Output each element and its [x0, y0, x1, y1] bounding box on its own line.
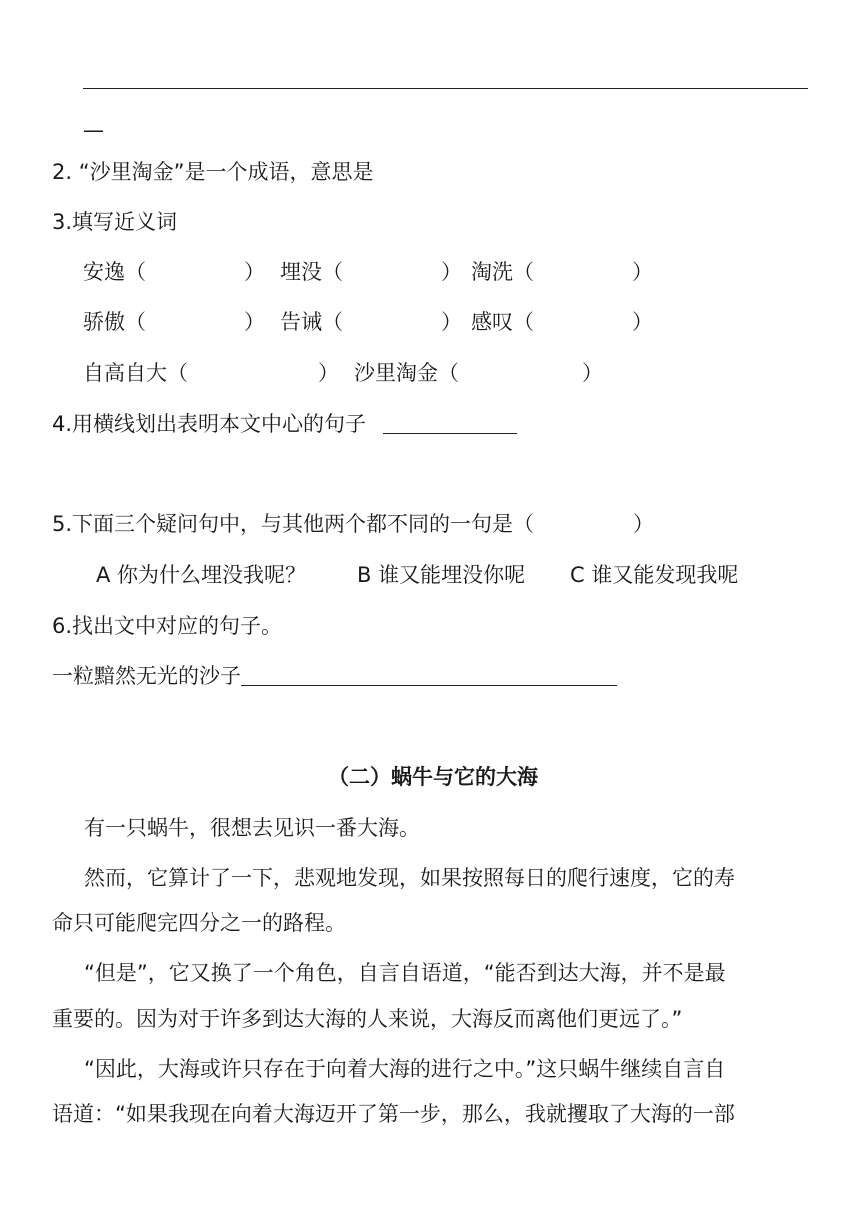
option-c: C 谁又能发现我呢: [570, 563, 739, 587]
paren-close: ）: [244, 260, 265, 284]
paren-close: ）: [633, 512, 654, 536]
answer-line-top: [83, 88, 808, 89]
paragraph-line: 语道：“如果我现在向着大海迈开了第一步，那么，我就攫取了大海的一部: [52, 1102, 735, 1126]
paragraph-line: 有一只蜗牛，很想去见识一番大海。: [84, 816, 420, 840]
paren-close: ）: [632, 310, 653, 334]
paragraph-line: 重要的。因为对于许多到达大海的人来说，大海反而离他们更远了。”: [52, 1007, 683, 1031]
paragraph-line: “但是”，它又换了一个角色，自言自语道，“能否到达大海，并不是最: [84, 961, 726, 985]
synonym-gantan: 感叹（: [471, 310, 534, 334]
option-b: B 谁又能埋没你呢: [357, 563, 526, 587]
synonym-taoxi: 淘洗（: [471, 260, 534, 284]
paren-close: ）: [441, 310, 462, 334]
answer-line-dash: —: [83, 118, 104, 142]
section-2-title: （二）蜗牛与它的大海: [328, 765, 538, 789]
question-6-title: 6.找出文中对应的句子。: [52, 614, 283, 638]
question-3-title: 3.填写近义词: [52, 210, 178, 234]
answer-blank: [383, 411, 517, 434]
synonym-zigaozida: 自高自大（: [83, 361, 188, 385]
question-6-prompt: [52, 661, 617, 691]
paren-close: ）: [244, 310, 265, 334]
synonym-maimo: 埋没（: [280, 260, 343, 284]
question-6-prompt-text: 一粒黯然无光的沙子: [52, 664, 241, 688]
question-5-title: 5.下面三个疑问句中，与其他两个都不同的一句是（: [52, 512, 535, 536]
question-4: [52, 409, 517, 439]
paragraph-line: 然而，它算计了一下，悲观地发现，如果按照每日的爬行速度，它的寿: [84, 866, 735, 890]
synonym-gaojie: 告诫（: [280, 310, 343, 334]
option-a: A 你为什么埋没我呢？: [96, 563, 307, 587]
synonym-anyi: 安逸（: [83, 260, 146, 284]
paren-close: ）: [318, 361, 339, 385]
synonym-shalitaojin: 沙里淘金（: [354, 361, 459, 385]
question-4-text: 4.用横线划出表明本文中心的句子: [52, 412, 367, 436]
synonym-jiaoao: 骄傲（: [83, 310, 146, 334]
paragraph-line: 命只可能爬完四分之一的路程。: [52, 911, 346, 935]
answer-blank: [241, 663, 617, 686]
paren-close: ）: [441, 260, 462, 284]
paragraph-line: “因此，大海或许只存在于向着大海的进行之中。”这只蜗牛继续自言自: [84, 1057, 726, 1081]
question-2: 2. “沙里淘金”是一个成语，意思是: [52, 160, 374, 184]
paren-close: ）: [582, 361, 603, 385]
paren-close: ）: [632, 260, 653, 284]
